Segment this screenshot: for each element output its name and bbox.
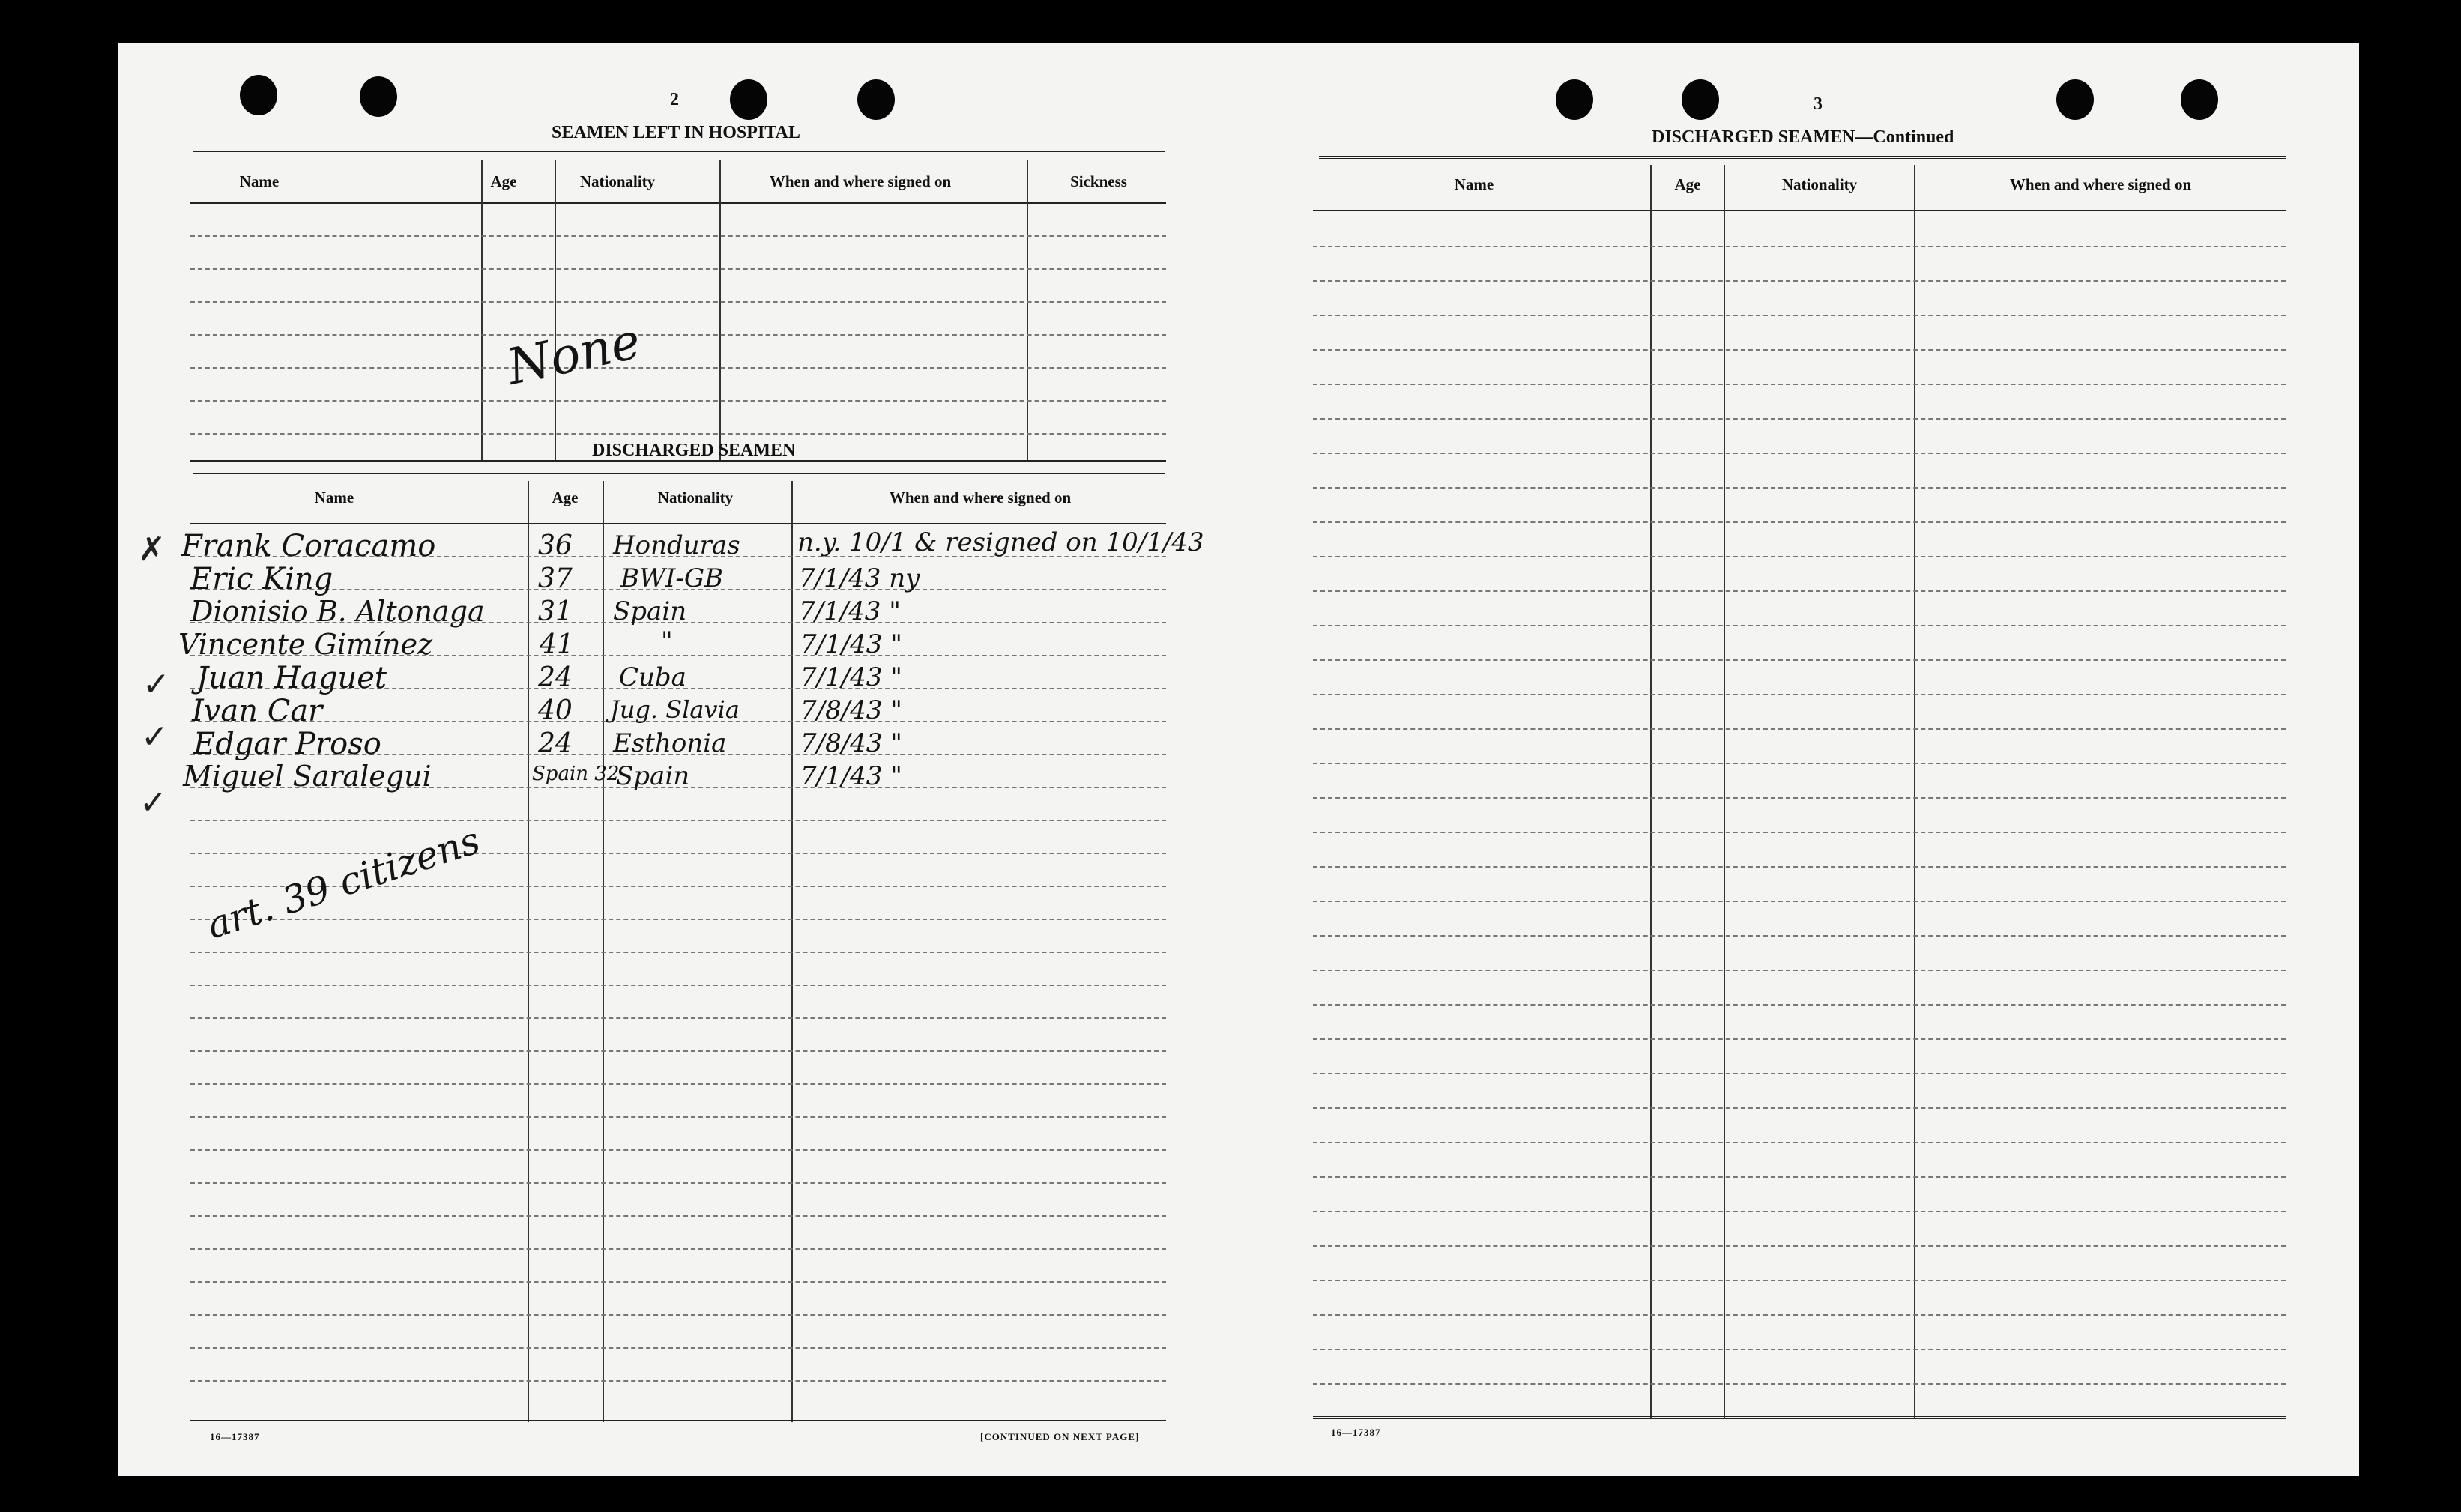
- check-mark: ✓: [139, 784, 167, 822]
- row-line: [1313, 1038, 2286, 1040]
- punch-hole: [857, 79, 895, 120]
- seaman-age: 40: [538, 695, 573, 726]
- row-line: [1313, 418, 2286, 420]
- row-line: [190, 1215, 1166, 1217]
- row-line: [1313, 797, 2286, 799]
- row-line: [1313, 935, 2286, 937]
- rule: [190, 523, 1166, 524]
- col-sickness: Sickness: [1070, 172, 1127, 190]
- row-line: [190, 919, 1166, 920]
- row-line: [1313, 1142, 2286, 1143]
- row-line: [1313, 625, 2286, 626]
- seaman-nationality: Jug. Slavia: [610, 695, 740, 724]
- col-divider: [1724, 165, 1725, 1418]
- seaman-name: Ivan Car: [192, 694, 323, 728]
- col-age: Age: [552, 489, 579, 506]
- row-line: [1313, 1004, 2286, 1006]
- row-line: [190, 820, 1166, 821]
- page-number: 3: [1814, 94, 1823, 114]
- seaman-age: 36: [538, 530, 573, 561]
- col-signed-on: When and where signed on: [769, 172, 952, 190]
- seaman-name: Juan Haguet: [196, 661, 387, 695]
- seaman-nationality: ": [661, 626, 673, 656]
- seaman-name: Vincente Gimínez: [178, 628, 433, 661]
- row-line: [1313, 1314, 2286, 1316]
- seaman-nationality: Esthonia: [613, 728, 727, 758]
- seaman-nationality: BWI-GB: [620, 563, 723, 593]
- row-line: [190, 268, 1166, 270]
- row-line: [1313, 349, 2286, 351]
- seaman-signed-on: 7/1/43 ": [800, 662, 902, 692]
- punch-hole: [1682, 79, 1719, 120]
- row-line: [1313, 1349, 2286, 1350]
- rule: [1313, 1416, 2286, 1419]
- row-line: [1313, 970, 2286, 971]
- seaman-signed-on: n.y. 10/1 & resigned on 10/1/43: [797, 527, 1204, 557]
- row-line: [190, 400, 1166, 402]
- seaman-nationality: Spain: [613, 596, 687, 626]
- row-line: [190, 952, 1166, 953]
- col-divider: [555, 160, 556, 460]
- row-line: [190, 1347, 1166, 1349]
- row-line: [190, 1017, 1166, 1019]
- punch-hole: [2056, 79, 2094, 120]
- seaman-age: 37: [538, 563, 573, 594]
- row-line: [190, 1314, 1166, 1316]
- seaman-nationality: Spain: [616, 761, 690, 791]
- row-line: [1313, 694, 2286, 695]
- row-line: [1313, 1107, 2286, 1109]
- seaman-name: Frank Coracamo: [181, 529, 436, 563]
- seaman-nationality: Honduras: [613, 530, 740, 560]
- row-line: [1313, 1073, 2286, 1074]
- punch-hole: [1556, 79, 1593, 120]
- row-line: [1313, 590, 2286, 592]
- row-line: [1313, 521, 2286, 523]
- row-line: [190, 433, 1166, 435]
- seaman-nationality: Cuba: [619, 662, 686, 692]
- seaman-signed-on: 7/1/43 ": [800, 761, 902, 791]
- row-line: [190, 1248, 1166, 1250]
- citizens-note: art. 39 citizens: [202, 818, 486, 948]
- seaman-age: 41: [540, 629, 574, 660]
- col-name: Name: [239, 172, 280, 190]
- col-divider: [1027, 160, 1028, 460]
- check-mark: ✓: [141, 718, 169, 756]
- discharged-continued-title: DISCHARGED SEAMEN—Continued: [1652, 127, 1954, 147]
- row-line: [1313, 280, 2286, 282]
- col-divider: [719, 160, 721, 460]
- form-number: 16—17387: [210, 1431, 260, 1442]
- col-name: Name: [1454, 175, 1494, 193]
- row-line: [1313, 901, 2286, 902]
- row-line: [190, 985, 1166, 986]
- row-line: [190, 301, 1166, 303]
- punch-hole: [360, 76, 397, 117]
- col-signed-on: When and where signed on: [2009, 175, 2192, 193]
- col-signed-on: When and where signed on: [889, 489, 1072, 506]
- continued-note: [CONTINUED ON NEXT PAGE]: [980, 1431, 1140, 1442]
- col-nationality: Nationality: [657, 489, 734, 506]
- row-line: [1313, 1176, 2286, 1178]
- row-line: [1313, 866, 2286, 868]
- col-divider: [481, 160, 483, 460]
- row-line: [190, 1182, 1166, 1184]
- row-line: [1313, 1383, 2286, 1385]
- row-line: [1313, 1211, 2286, 1212]
- form-number: 16—17387: [1331, 1427, 1381, 1438]
- row-line: [1313, 384, 2286, 385]
- row-line: [190, 367, 1166, 369]
- col-age: Age: [490, 172, 517, 190]
- row-line: [1313, 659, 2286, 661]
- row-line: [190, 334, 1166, 336]
- row-line: [1313, 487, 2286, 489]
- row-line: [190, 235, 1166, 237]
- punch-hole: [2181, 79, 2218, 120]
- row-line: [1313, 315, 2286, 316]
- row-line: [1313, 832, 2286, 833]
- row-line: [190, 1050, 1166, 1052]
- rule: [1319, 156, 2286, 159]
- seaman-name: Edgar Proso: [193, 727, 381, 761]
- discharged-title: DISCHARGED SEAMEN: [592, 441, 796, 460]
- seaman-signed-on: 7/8/43 ": [800, 728, 902, 758]
- col-divider: [1650, 165, 1652, 1418]
- page-number: 2: [670, 90, 679, 109]
- seaman-name: Eric King: [190, 562, 333, 596]
- rule: [190, 202, 1166, 204]
- row-line: [190, 1083, 1166, 1085]
- seaman-age: 24: [538, 728, 573, 759]
- seaman-signed-on: 7/1/43 ": [799, 596, 901, 626]
- row-line: [1313, 728, 2286, 730]
- seaman-age: 24: [538, 662, 573, 693]
- col-divider: [1914, 165, 1915, 1418]
- row-line: [1313, 453, 2286, 454]
- row-line: [1313, 1245, 2286, 1247]
- check-mark: ✓: [142, 665, 170, 704]
- col-nationality: Nationality: [1781, 175, 1858, 193]
- seaman-age: 31: [538, 596, 573, 627]
- punch-hole: [240, 75, 277, 115]
- document-sheet: [118, 43, 2359, 1476]
- col-nationality: Nationality: [579, 172, 656, 190]
- hospital-none-entry: None: [501, 312, 646, 396]
- row-line: [190, 1380, 1166, 1382]
- rule: [1313, 210, 2286, 211]
- col-name: Name: [314, 489, 354, 506]
- seaman-signed-on: 7/8/43 ": [800, 695, 902, 725]
- col-age: Age: [1674, 175, 1701, 193]
- row-line: [1313, 763, 2286, 764]
- seaman-signed-on: 7/1/43 ny: [799, 563, 920, 593]
- rule: [193, 151, 1165, 154]
- rule: [190, 1418, 1166, 1421]
- row-line: [1313, 246, 2286, 247]
- row-line: [1313, 556, 2286, 557]
- seaman-name: Miguel Saralegui: [183, 760, 432, 793]
- check-mark: ✗: [138, 530, 166, 569]
- row-line: [190, 853, 1166, 854]
- hospital-title: SEAMEN LEFT IN HOSPITAL: [552, 123, 800, 142]
- seaman-age: Spain 32: [532, 763, 620, 785]
- rule: [193, 471, 1165, 474]
- row-line: [1313, 1280, 2286, 1281]
- seaman-name: Dionisio B. Altonaga: [190, 595, 485, 628]
- row-line: [190, 1149, 1166, 1151]
- punch-hole: [730, 79, 767, 120]
- row-line: [190, 1116, 1166, 1118]
- seaman-signed-on: 7/1/43 ": [800, 629, 902, 659]
- row-line: [190, 1281, 1166, 1283]
